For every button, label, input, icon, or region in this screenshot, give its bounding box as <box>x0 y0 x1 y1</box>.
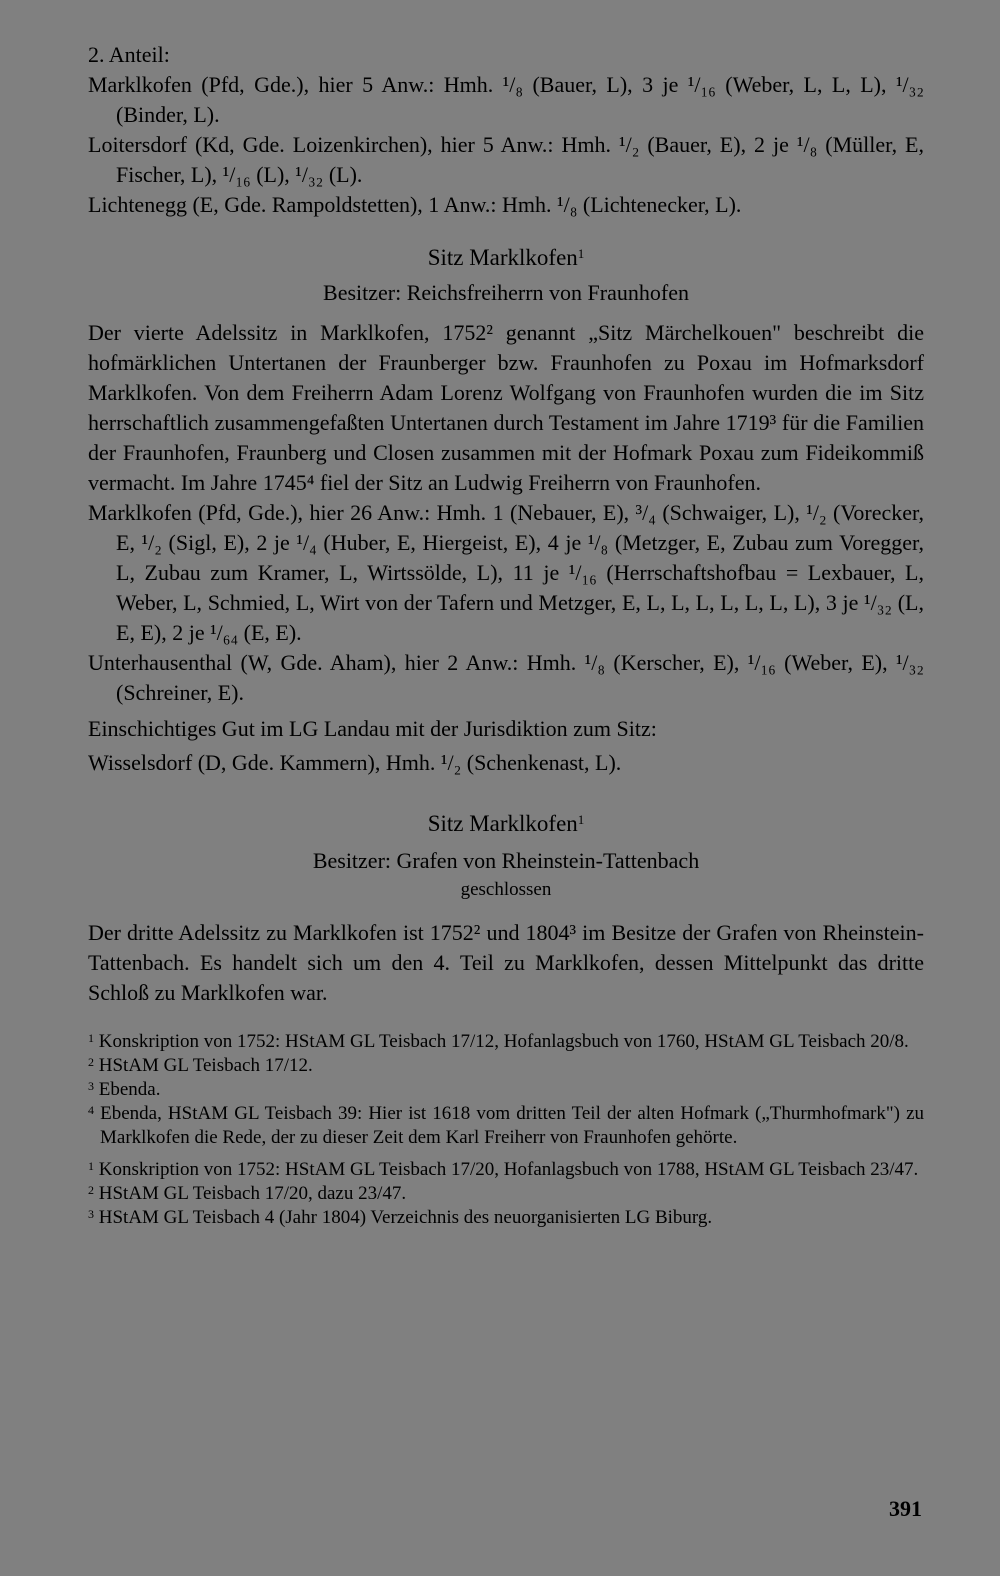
anteil-entry: Lichtenegg (E, Gde. Rampoldstetten), 1 Anw.: Hmh. ¹/₈ (Lichtenecker, L). <box>88 192 742 217</box>
footnote-text: HStAM GL Teisbach 4 (Jahr 1804) Verzeichnis des neuorganisierten LG Biburg. <box>98 1207 713 1228</box>
einschichtig-intro: Einschichtiges Gut im LG Landau mit der Jurisdiktion zum Sitz: <box>88 716 657 741</box>
footnote <box>88 1054 924 1078</box>
anteil-entry: Marklkofen (Pfd, Gde.), hier 5 Anw.: Hmh. ¹/₈ (Bauer, L), 3 je ¹/₁₆ (Weber, L, L, L), ¹/₃₂ (Binder, L). <box>88 72 924 127</box>
footnote <box>88 1078 924 1102</box>
village-entry: Unterhausenthal (W, Gde. Aham), hier 2 Anw.: Hmh. ¹/₈ (Kerscher, E), ¹/₁₆ (Weber, E), ¹/₃₂ (Schreiner, E). <box>88 650 924 705</box>
footnote-number: 2 <box>88 1183 94 1197</box>
section-heading <box>88 242 924 274</box>
footnote-text: Konskription von 1752: HStAM GL Teisbach 17/12, Hofanlagsbuch von 1760, HStAM GL Teisbach 20/8. <box>98 1031 909 1052</box>
section-title: Sitz Marklkofen <box>427 245 578 270</box>
footnote-text: Ebenda. <box>98 1079 161 1100</box>
footnote <box>88 1206 924 1230</box>
footnote-text: Ebenda, HStAM GL Teisbach 39: Hier ist 1618 vom dritten Teil der alten Hofmark („Thurmhofmark") zu Marklkofen die Rede, der zu dieser Zeit dem Karl Freiherr von Fraunhofen gehörte. <box>100 1103 925 1148</box>
footnote-number: 1 <box>88 1031 94 1045</box>
footnote-ref: 1 <box>577 812 585 827</box>
page-content <box>88 40 924 1230</box>
village-entry: Wisselsdorf (D, Gde. Kammern), Hmh. ¹/₂ (Schenkenast, L). <box>88 750 622 775</box>
footnotes-first <box>88 1030 924 1150</box>
section-heading <box>88 808 924 840</box>
owner-line: Besitzer: Reichsfreiherrn von Fraunhofen <box>323 280 689 305</box>
footnote-text: Konskription von 1752: HStAM GL Teisbach 17/20, Hofanlagsbuch von 1788, HStAM GL Teisbach 23/47. <box>98 1159 919 1180</box>
footnote <box>88 1158 924 1182</box>
footnote <box>88 1182 924 1206</box>
body-paragraph: Der vierte Adelssitz in Marklkofen, 1752² genannt „Sitz Märchelkouen" beschreibt die hofmärklichen Untertanen der Fraunberger bzw. Fraunhofen zu Poxau im Hofmarksdorf Marklkofen. Von dem Freiherrn Adam Lorenz Wolfgang von Fraunhofen wurden die im Sitz herrschaftlich zusammengefaßten Untertanen durch Testament im Jahre 1719³ für die Familien der Fraunhofen, Fraunberg und Closen zusammen mit der Hofmark Poxau zum Fideikommiß vermacht. Im Jahre 1745⁴ fiel der Sitz an Ludwig Freiherrn von Fraunhofen. <box>88 320 924 495</box>
footnote-text: HStAM GL Teisbach 17/12. <box>98 1055 313 1076</box>
footnote-number: 1 <box>88 1159 94 1173</box>
anteil-entry: Loitersdorf (Kd, Gde. Loizenkirchen), hier 5 Anw.: Hmh. ¹/₂ (Bauer, E), 2 je ¹/₈ (Müller, E, Fischer, L), ¹/₁₆ (L), ¹/₃₂ (L). <box>88 132 924 187</box>
owner-line: Besitzer: Grafen von Rheinstein-Tattenbach <box>312 848 700 873</box>
footnote-number: 3 <box>88 1207 94 1221</box>
footnote-number: 2 <box>88 1055 94 1069</box>
footnote-text: HStAM GL Teisbach 17/20, dazu 23/47. <box>98 1183 407 1204</box>
section-title: Sitz Marklkofen <box>427 811 578 836</box>
status-line: geschlossen <box>460 879 552 900</box>
footnote-number: 3 <box>88 1079 94 1093</box>
section-label: 2. Anteil: <box>88 42 170 67</box>
footnote <box>88 1102 924 1150</box>
footnote <box>88 1030 924 1054</box>
body-paragraph: Der dritte Adelssitz zu Marklkofen ist 1752² und 1804³ im Besitze der Grafen von Rheinstein-Tattenbach. Es handelt sich um den 4. Teil zu Marklkofen, dessen Mittelpunkt das dritte Schloß zu Marklkofen war. <box>88 920 924 1005</box>
footnotes-second <box>88 1158 924 1230</box>
page-number: 391 <box>889 1496 922 1521</box>
footnote-number: 4 <box>88 1103 94 1117</box>
village-entry: Marklkofen (Pfd, Gde.), hier 26 Anw.: Hmh. 1 (Nebauer, E), ³/₄ (Schwaiger, L), ¹/₂ (Vorecker, E, ¹/₂ (Sigl, E), 2 je ¹/₄ (Huber, E, Hiergeist, E), 4 je ¹/₈ (Metzger, E, Zubau zum Voregger, L, Zubau zum Kramer, L, Wirtssölde, L), 11 je ¹/₁₆ (Herrschaftshofbau = Lexbauer, L, Weber, L, Schmied, L, Wirt von der Tafern und Metzger, E, L, L, L, L, L, L, L), 3 je ¹/₃₂ (L, E, E), 2 je ¹/₆₄ (E, E). <box>88 500 924 645</box>
footnote-ref: 1 <box>577 246 585 261</box>
